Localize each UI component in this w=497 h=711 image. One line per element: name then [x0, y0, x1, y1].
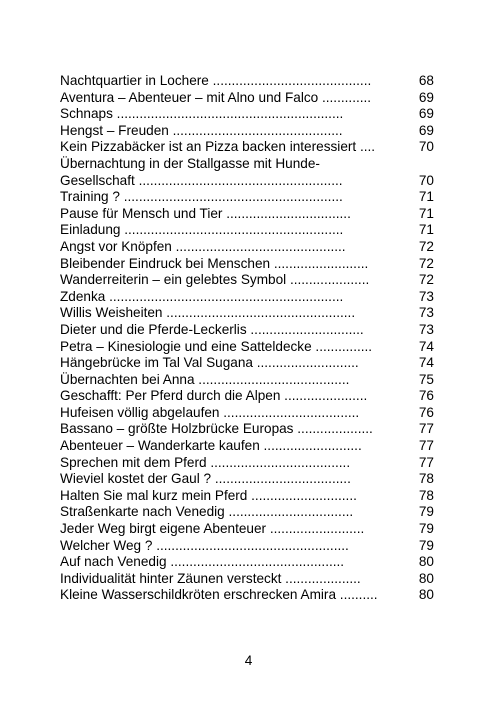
toc-entry-title: Petra – Kinesiologie und eine Satteldecke ............... — [60, 338, 373, 354]
toc-entry-page: 71 — [418, 205, 434, 221]
toc-entry-title: Bassano – größte Holzbrücke Europas .................... — [60, 421, 373, 437]
toc-entry-title: Einladung .......................................................... — [60, 222, 344, 238]
toc-entry-page: 79 — [418, 521, 434, 537]
toc-entry — [60, 222, 434, 239]
toc-entry — [60, 256, 434, 273]
toc-entry-title: Hufeisen völlig abgelaufen .................................... — [60, 404, 360, 420]
toc-entry — [60, 189, 434, 206]
toc-entry — [60, 272, 434, 289]
toc-entry-page: 78 — [418, 487, 434, 503]
toc-entry — [60, 355, 434, 372]
toc-entry-title: Willis Weisheiten .................................................. — [60, 305, 356, 321]
toc-entry — [60, 123, 434, 140]
page-number: 4 — [244, 653, 253, 668]
toc-entry — [60, 305, 434, 322]
toc-entry — [60, 571, 434, 588]
toc-entry-title: Nachtquartier in Lochere .......................................... — [60, 73, 372, 88]
toc-entry-page: 79 — [418, 537, 434, 553]
toc-entry — [60, 339, 434, 356]
toc-entry — [60, 90, 434, 107]
toc-entry-title: Abenteuer – Wanderkarte kaufen .......................... — [60, 438, 362, 454]
toc-entry-title: Individualität hinter Zäunen versteckt .................... — [60, 570, 361, 586]
toc-entry-page: 80 — [418, 554, 434, 570]
toc-entry — [60, 388, 434, 405]
toc-entry-page: 76 — [418, 404, 434, 420]
toc-entry — [60, 521, 434, 538]
toc-entry-page: 77 — [418, 438, 434, 454]
toc-entry — [60, 438, 434, 455]
toc-entry-page: 74 — [418, 338, 434, 354]
toc-entry-title: Hengst – Freuden ............................................. — [60, 122, 343, 138]
toc-entry-title: Welcher Weg ? ................................................... — [60, 537, 349, 553]
toc-entry-page: 75 — [418, 371, 434, 387]
toc-entry-title: Training ? .......................................................... — [60, 189, 343, 205]
toc-entry-page: 79 — [418, 504, 434, 520]
toc-entry-title: Übernachtung in der Stallgasse mit Hunde- — [60, 155, 320, 171]
toc-entry-title: Pause für Mensch und Tier ................................. — [60, 205, 351, 221]
toc-entry — [60, 289, 434, 306]
toc-entry — [60, 504, 434, 521]
toc-entry-page: 73 — [418, 305, 434, 321]
toc-entry — [60, 73, 434, 90]
toc-entry — [60, 471, 434, 488]
toc-entry — [60, 239, 434, 256]
toc-entry — [60, 372, 434, 389]
toc-entry — [60, 106, 434, 123]
toc-entry — [60, 538, 434, 555]
toc-entry-page: 78 — [418, 471, 434, 487]
toc-entry-title: Übernachten bei Anna ........................................ — [60, 371, 350, 387]
toc-entry-page: 70 — [418, 139, 434, 155]
toc-entry — [60, 421, 434, 438]
toc-entry-title: Kleine Wasserschildkröten erschrecken Amira .......... — [60, 587, 378, 603]
toc-entry-title: Dieter und die Pferde-Leckerlis .............................. — [60, 321, 364, 337]
toc-entry-page: 71 — [418, 222, 434, 238]
toc-entry-page: 72 — [418, 255, 434, 271]
toc-entry-page: 73 — [418, 321, 434, 337]
toc-entry-title: Geschafft: Per Pferd durch die Alpen ...................... — [60, 388, 368, 404]
toc-entry-page: 69 — [418, 122, 434, 138]
toc-entry-title: Wieviel kostet der Gaul ? .................................... — [60, 471, 351, 487]
toc-entry-page: 76 — [418, 388, 434, 404]
toc-entry-title: Gesellschaft ...................................................... — [60, 172, 343, 188]
toc-entry-title: Kein Pizzabäcker ist an Pizza backen interessiert .... — [60, 139, 376, 155]
toc-entry-title: Straßenkarte nach Venedig ................................. — [60, 504, 354, 520]
toc-entry — [60, 322, 434, 339]
toc-entry — [60, 488, 434, 505]
toc-entry-page: 72 — [418, 272, 434, 288]
toc-entry-page: 69 — [418, 89, 434, 105]
toc-entry-page: 70 — [418, 172, 434, 188]
toc-entry — [60, 139, 434, 156]
toc-entry-page: 69 — [418, 106, 434, 122]
toc-entry — [60, 173, 434, 190]
toc-entry-page: 77 — [418, 454, 434, 470]
toc-entry-page: 77 — [418, 421, 434, 437]
toc-entry-title: Angst vor Knöpfen ............................................. — [60, 238, 346, 254]
toc-entry-title: Aventura – Abenteuer – mit Alno und Falco ............. — [60, 89, 372, 105]
toc-entry-page: 80 — [418, 570, 434, 586]
toc-entry-title: Bleibender Eindruck bei Menschen ......................... — [60, 255, 369, 271]
toc-entry-page: 71 — [418, 189, 434, 205]
toc-entry-page: 72 — [418, 238, 434, 254]
toc-entry-title: Wanderreiterin – ein gelebtes Symbol ..................... — [60, 272, 370, 288]
toc-entry-title: Auf nach Venedig .............................................. — [60, 554, 345, 570]
toc-entry — [60, 554, 434, 571]
toc-entry-page: 73 — [418, 288, 434, 304]
toc-entry-title: Sprechen mit dem Pferd ..................................... — [60, 454, 351, 470]
toc-entry-title: Zdenka .............................................................. — [60, 288, 344, 304]
toc-entry — [60, 455, 434, 472]
toc-entry-title: Schnaps ............................................................ — [60, 106, 344, 122]
toc-entry-title: Halten Sie mal kurz mein Pferd ............................ — [60, 487, 357, 503]
toc-entry — [60, 405, 434, 422]
toc-entry — [60, 156, 434, 173]
toc-entry-page: 68 — [418, 73, 434, 88]
toc-entry-title: Jeder Weg birgt eigene Abenteuer ......................... — [60, 521, 365, 537]
toc-entry — [60, 206, 434, 223]
toc-entry-page: 80 — [418, 587, 434, 603]
toc-entry — [60, 587, 434, 604]
toc-entry-page: 74 — [418, 355, 434, 371]
toc-entry-title: Hängebrücke im Tal Val Sugana ........................... — [60, 355, 359, 371]
table-of-contents — [60, 73, 434, 604]
